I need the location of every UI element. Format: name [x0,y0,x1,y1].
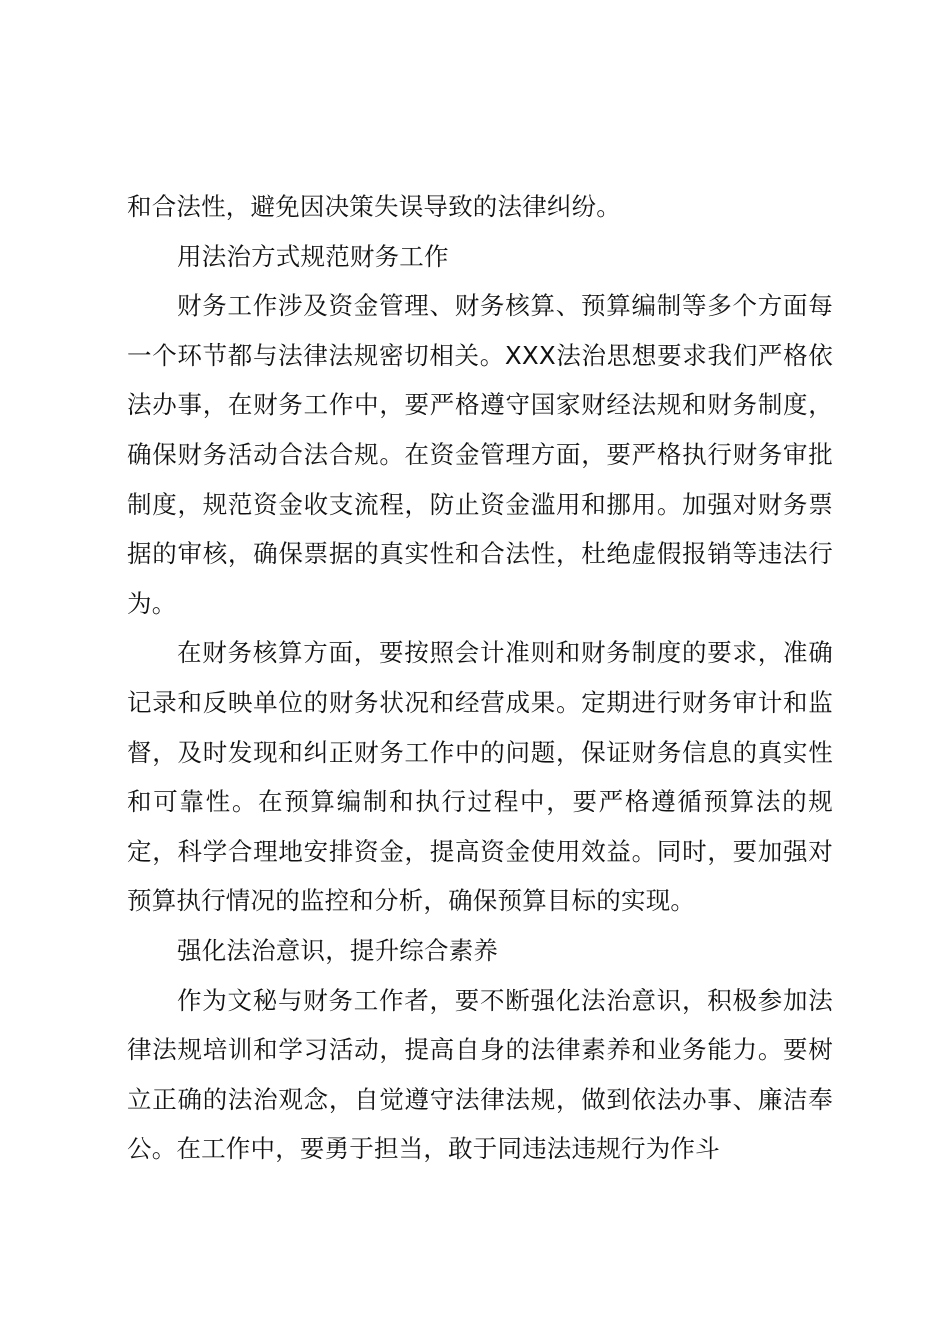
document-page [127,182,833,1174]
paragraph-legal-awareness: 作为文秘与财务工作者，要不断强化法治意识，积极参加法律法规培训和学习活动，提高自身的法律素养和业务能力。要树立正确的法治观念，自觉遵守法律法规，做到依法办事、廉洁奉公。在工作中，要勇于担当，敢于同违法违规行为作斗 [127,985,833,1164]
section-heading-legal-awareness: 强化法治意识，提升综合素养 [177,935,499,965]
section-heading-finance-rule-of-law: 用法治方式规范财务工作 [177,241,449,271]
paragraph-finance-work: 财务工作涉及资金管理、财务核算、预算编制等多个方面每一个环节都与法律法规密切相关。XXX法治思想要求我们严格依法办事，在财务工作中，要严格遵守国家财经法规和财务制度，确保财务活动合法合规。在资金管理方面，要严格执行财务审批制度，规范资金收支流程，防止资金滥用和挪用。加强对财务票据的审核，确保票据的真实性和合法性，杜绝虚假报销等违法行为。 [127,291,833,618]
paragraph-continuation: 和合法性，避免因决策失误导致的法律纠纷。 [127,192,621,221]
paragraph-accounting: 在财务核算方面，要按照会计准则和财务制度的要求，准确记录和反映单位的财务状况和经营成果。定期进行财务审计和监督，及时发现和纠正财务工作中的问题，保证财务信息的真实性和可靠性。在预算编制和执行过程中，要严格遵循预算法的规定，科学合理地安排资金，提高资金使用效益。同时，要加强对预算执行情况的监控和分析，确保预算目标的实现。 [127,638,833,916]
